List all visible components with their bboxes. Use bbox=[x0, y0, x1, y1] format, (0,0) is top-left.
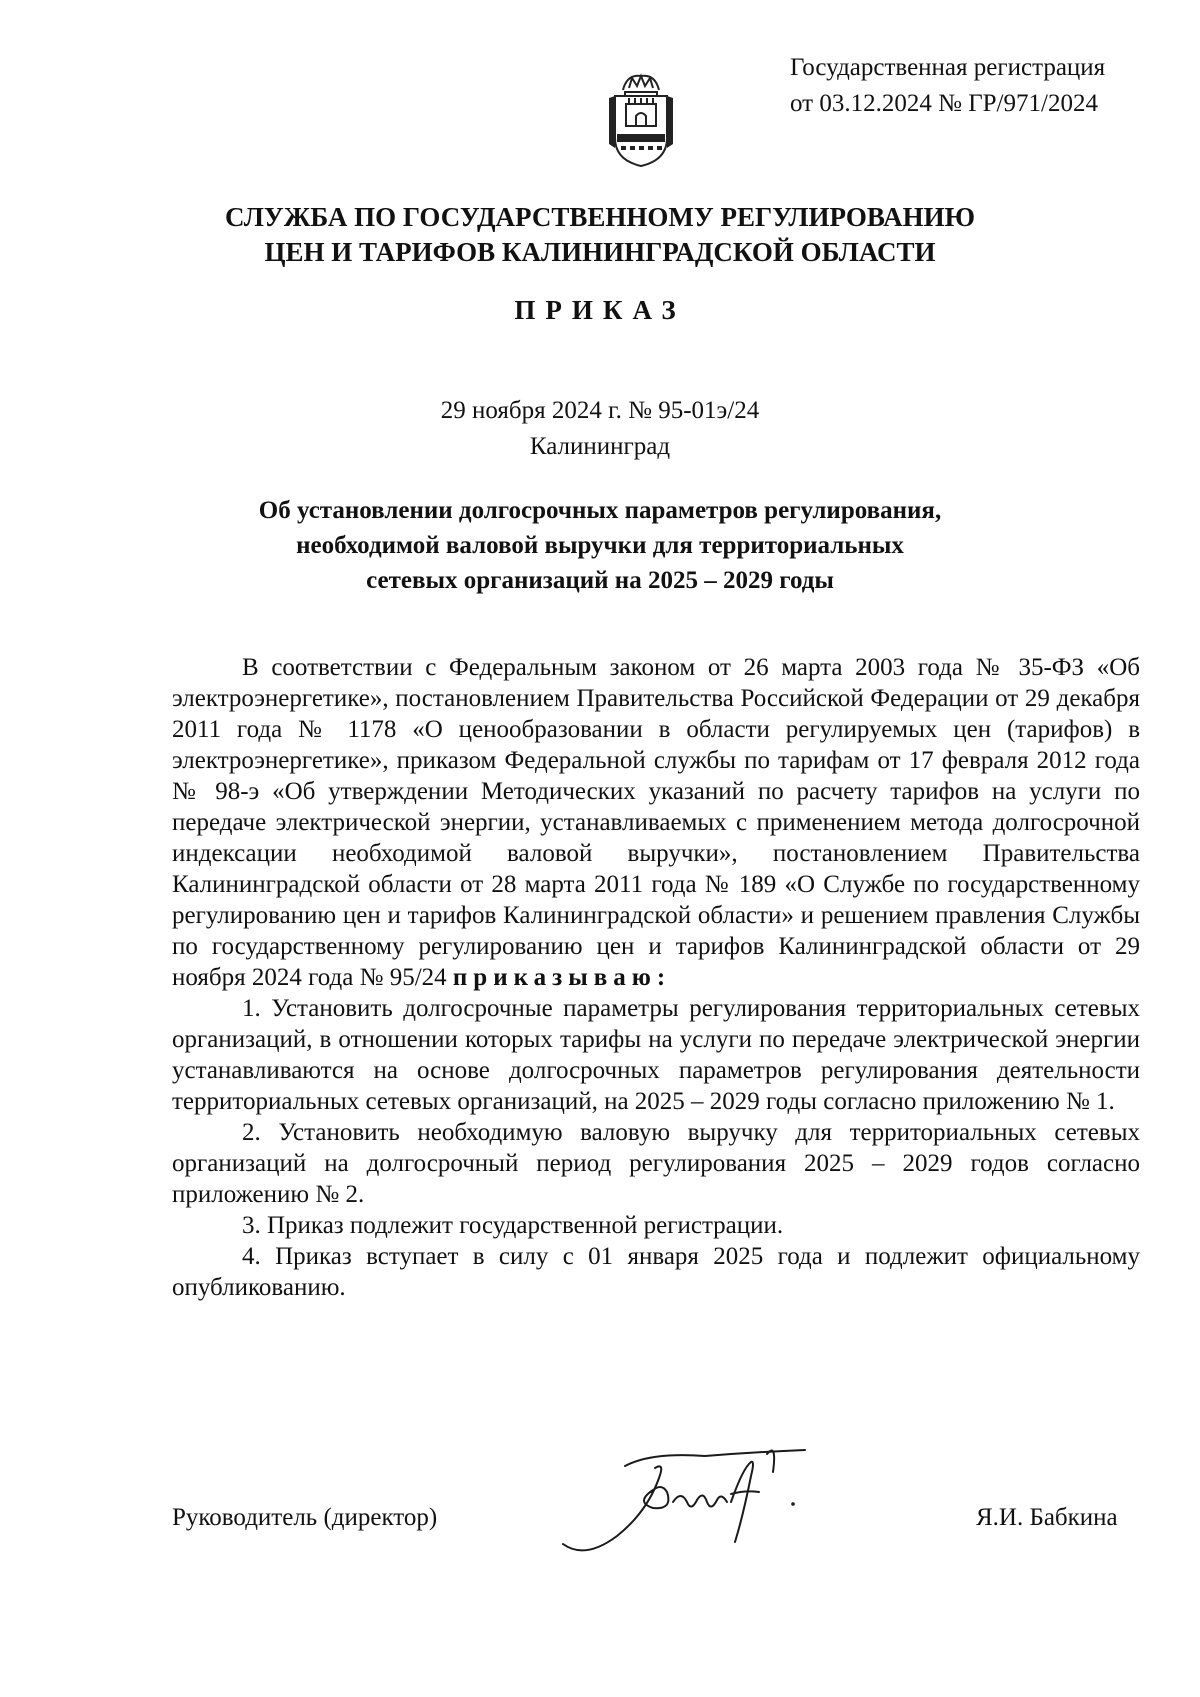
coat-of-arms-icon bbox=[607, 68, 675, 168]
registration-line-2: от 03.12.2024 № ГР/971/2024 bbox=[790, 90, 1098, 117]
document-title-line-1: Об установлении долгосрочных параметров регулирования, bbox=[258, 497, 942, 524]
registration-stamp bbox=[790, 50, 1105, 122]
registration-line-1: Государственная регистрация bbox=[790, 54, 1106, 81]
signer-position: Руководитель (директор) bbox=[172, 1504, 438, 1531]
organization-name bbox=[0, 200, 1200, 270]
preamble-paragraph bbox=[172, 652, 1140, 993]
signer-name: Я.И. Бабкина bbox=[976, 1504, 1118, 1531]
document-city: Калининград bbox=[529, 433, 671, 460]
document-title-line-3: сетевых организаций на 2025 – 2029 годы bbox=[366, 567, 834, 594]
order-word: приказываю: bbox=[452, 964, 672, 991]
handwritten-signature bbox=[555, 1432, 845, 1572]
organization-line-1: СЛУЖБА ПО ГОСУДАРСТВЕННОМУ РЕГУЛИРОВАНИЮ bbox=[224, 202, 976, 232]
order-item-4: 4. Приказ вступает в силу с 01 января 2025 года и подлежит официальному опубликованию. bbox=[172, 1243, 1140, 1301]
preamble-text: В соответствии с Федеральным законом от 26 марта 2003 года № 35-ФЗ «Об электроэнергетике», постановлением Правительства Российской Федерации от 29 декабря 2011 года № 1178 «О ценообразовании в области регулируемых цен (тарифов) в электроэнергетике», приказом Федеральной службы по тарифам от 17 февраля 2012 года № 98-э «Об утверждении Методических указаний по расчету тарифов на услуги по передаче электрической энергии, устанавливаемых с применением метода долгосрочной индексации необходимой валовой выручки», постановлением Правительства Калининградской области от 28 марта 2011 года № 189 «О Службе по государственному регулированию цен и тарифов Калининградской области» и решением правления Службы по государственному регулированию цен и тарифов Калининградской области от 29 ноября 2024 года № 95/24 bbox=[172, 654, 1140, 991]
organization-line-2: ЦЕН И ТАРИФОВ КАЛИНИНГРАДСКОЙ ОБЛАСТИ bbox=[264, 237, 936, 267]
document-meta bbox=[0, 393, 1200, 465]
order-item-3: 3. Приказ подлежит государственной регистрации. bbox=[242, 1212, 784, 1239]
document-title-line-2: необходимой валовой выручки для территориальных bbox=[296, 532, 904, 559]
document-title bbox=[0, 493, 1200, 598]
document-body bbox=[172, 652, 1140, 1303]
order-item-1: 1. Установить долгосрочные параметры регулирования территориальных сетевых организаций, в отношении которых тарифы на услуги по передаче электрической энергии устанавливаются на основе долгосрочных параметров регулирования деятельности территориальных сетевых организаций, на 2025 – 2029 годы согласно приложению № 1. bbox=[172, 995, 1140, 1115]
order-item-2: 2. Установить необходимую валовую выручку для территориальных сетевых организаций на долгосрочный период регулирования 2025 – 2029 годов согласно приложению № 2. bbox=[172, 1119, 1140, 1208]
document-type: ПРИКАЗ bbox=[514, 295, 686, 325]
document-date-number: 29 ноября 2024 г. № 95-01э/24 bbox=[440, 397, 760, 424]
